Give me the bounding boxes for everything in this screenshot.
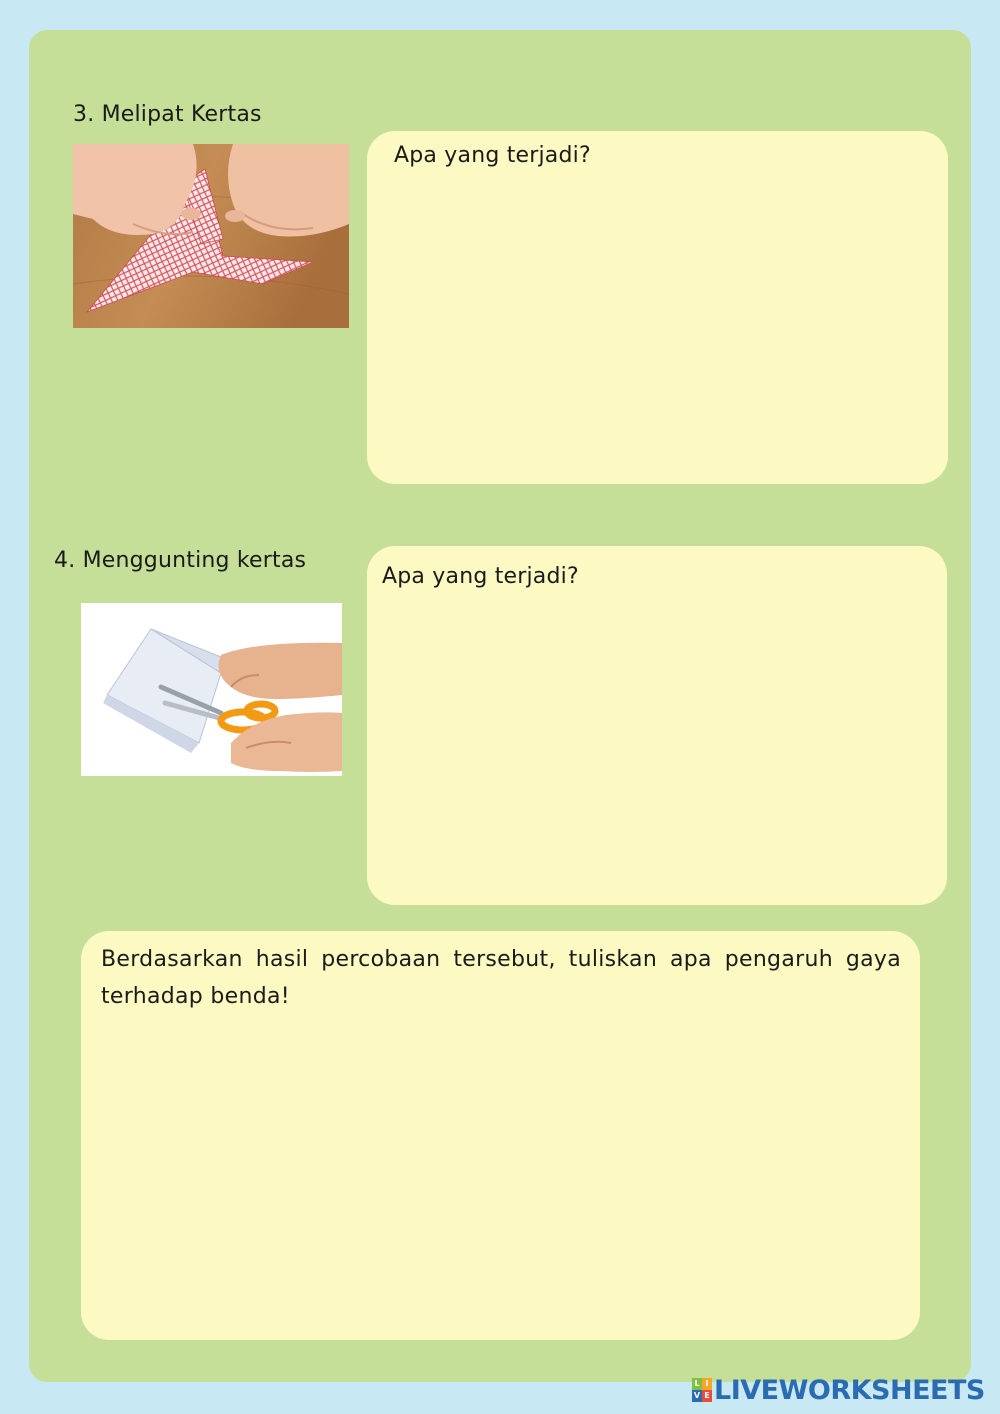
mark-letter-e: E [702, 1390, 712, 1402]
liveworksheets-mark-icon [692, 1378, 712, 1402]
item4-answer-box[interactable] [367, 546, 947, 905]
liveworksheets-brand-text: LIVEWORKSHEETS [714, 1374, 985, 1406]
item3-answer-input[interactable] [367, 179, 948, 484]
conclusion-answer-box[interactable] [81, 931, 920, 1340]
mark-letter-v: V [693, 1391, 701, 1400]
folding-paper-photo [73, 144, 349, 328]
item4-answer-input[interactable] [367, 600, 947, 905]
conclusion-answer-input[interactable] [81, 1021, 920, 1340]
item3-answer-box[interactable] [367, 131, 948, 484]
item3-title: 3. Melipat Kertas [73, 102, 262, 127]
item4-title: 4. Menggunting kertas [54, 548, 307, 573]
liveworksheets-logo[interactable] [692, 1374, 985, 1406]
conclusion-prompt: Berdasarkan hasil percobaan tersebut, tuliskan apa pengaruh gaya terhadap benda! [101, 947, 901, 1009]
cutting-paper-photo [81, 603, 342, 776]
mark-letter-i: I [702, 1378, 712, 1390]
item4-answer-prompt: Apa yang terjadi? [382, 564, 579, 589]
item3-answer-prompt: Apa yang terjadi? [394, 143, 591, 168]
mark-letter-l: L [692, 1378, 702, 1390]
